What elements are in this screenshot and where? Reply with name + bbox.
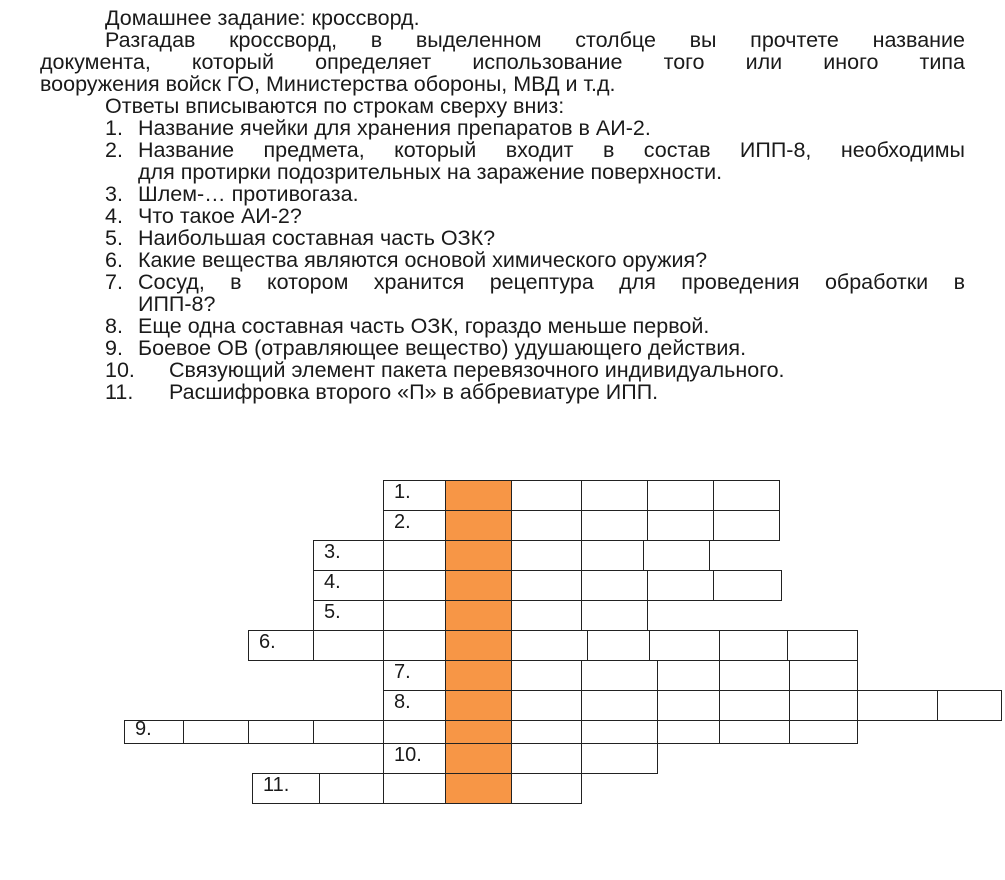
crossword-cell[interactable] bbox=[581, 660, 658, 691]
crossword-cell[interactable] bbox=[511, 743, 582, 774]
clue-number: 9. bbox=[135, 718, 152, 740]
clue-number: 10. bbox=[394, 744, 422, 766]
crossword-cell[interactable] bbox=[383, 540, 446, 571]
crossword-cell[interactable] bbox=[313, 600, 384, 631]
crossword-cell[interactable] bbox=[581, 570, 648, 601]
crossword-cell[interactable] bbox=[581, 480, 648, 511]
crossword-cell[interactable] bbox=[319, 773, 384, 804]
question-number: 1. bbox=[105, 116, 123, 140]
question-number: 9. bbox=[105, 336, 123, 360]
clue-number: 3. bbox=[324, 541, 341, 563]
question-number: 7. bbox=[105, 270, 123, 294]
crossword-cell[interactable] bbox=[643, 540, 710, 571]
clue-number: 8. bbox=[394, 691, 411, 713]
crossword-cell[interactable] bbox=[383, 720, 446, 744]
highlighted-cell[interactable] bbox=[445, 690, 512, 721]
question-text: Боевое ОВ (отравляющее вещество) удушающего действия. bbox=[138, 336, 747, 360]
instruction-text: Ответы вписываются по строкам сверху вниз: bbox=[105, 94, 565, 118]
crossword-cell[interactable] bbox=[789, 660, 858, 691]
highlighted-cell[interactable] bbox=[445, 630, 512, 661]
question-number: 5. bbox=[105, 226, 123, 250]
crossword-cell[interactable] bbox=[248, 720, 314, 744]
intro-line-3: вооружения войск ГО, Министерства обороны, МВД и т.д. bbox=[40, 72, 616, 96]
highlighted-cell[interactable] bbox=[445, 660, 512, 691]
highlighted-cell[interactable] bbox=[445, 773, 512, 804]
document-title: Домашнее задание: кроссворд. bbox=[105, 6, 420, 30]
crossword-cell[interactable] bbox=[657, 720, 720, 744]
crossword-cell[interactable] bbox=[713, 510, 780, 541]
crossword-cell[interactable] bbox=[713, 570, 782, 601]
intro-line-2: документа, который определяет использование того или иного типа bbox=[40, 50, 965, 74]
crossword-cell[interactable] bbox=[511, 630, 588, 661]
highlighted-cell[interactable] bbox=[445, 510, 512, 541]
crossword-cell[interactable] bbox=[581, 540, 644, 571]
crossword-cell[interactable] bbox=[383, 660, 446, 691]
crossword-cell[interactable] bbox=[647, 570, 714, 601]
crossword-cell[interactable] bbox=[719, 630, 788, 661]
crossword-cell[interactable] bbox=[719, 660, 790, 691]
clue-number: 4. bbox=[324, 571, 341, 593]
question-number: 6. bbox=[105, 248, 123, 272]
crossword-cell[interactable] bbox=[789, 720, 858, 744]
crossword-cell[interactable] bbox=[511, 570, 582, 601]
question-text: Название ячейки для хранения препаратов в АИ-2. bbox=[138, 116, 651, 140]
question-text: Шлем-… противогаза. bbox=[138, 182, 359, 206]
question-text: Какие вещества являются основой химического оружия? bbox=[138, 248, 708, 272]
question-text: Что такое АИ-2? bbox=[138, 204, 302, 228]
highlighted-cell[interactable] bbox=[445, 600, 512, 631]
crossword-cell[interactable] bbox=[581, 690, 658, 721]
question-number: 4. bbox=[105, 204, 123, 228]
crossword-cell[interactable] bbox=[647, 480, 714, 511]
question-text: Сосуд, в котором хранится рецептура для проведения обработки в bbox=[138, 270, 965, 294]
question-text: Наибольшая составная часть ОЗК? bbox=[138, 226, 496, 250]
crossword-cell[interactable] bbox=[383, 773, 446, 804]
crossword-cell[interactable] bbox=[183, 720, 249, 744]
crossword-cell[interactable] bbox=[587, 630, 650, 661]
intro-line-1: Разгадав кроссворд, в выделенном столбце вы прочтете название bbox=[105, 28, 965, 52]
crossword-cell[interactable] bbox=[313, 630, 384, 661]
question-number: 3. bbox=[105, 182, 123, 206]
crossword-cell[interactable] bbox=[252, 773, 320, 804]
question-7-cont: ИПП-8? bbox=[138, 292, 216, 316]
question-text: Расшифровка второго «П» в аббревиатуре ИПП. bbox=[169, 380, 659, 404]
clue-number: 1. bbox=[394, 481, 411, 503]
crossword-cell[interactable] bbox=[383, 690, 446, 721]
crossword-cell[interactable] bbox=[787, 630, 858, 661]
question-number: 8. bbox=[105, 314, 123, 338]
question-2-cont: для протирки подозрительных на заражение поверхности. bbox=[138, 160, 723, 184]
crossword-cell[interactable] bbox=[511, 660, 582, 691]
crossword-cell[interactable] bbox=[657, 690, 720, 721]
highlighted-cell[interactable] bbox=[445, 540, 512, 571]
question-number: 11. bbox=[105, 380, 134, 404]
crossword-cell[interactable] bbox=[313, 720, 384, 744]
question-number: 2. bbox=[105, 138, 123, 162]
crossword-cell[interactable] bbox=[511, 600, 582, 631]
highlighted-cell[interactable] bbox=[445, 743, 512, 774]
crossword-cell[interactable] bbox=[383, 480, 446, 511]
crossword-cell[interactable] bbox=[511, 720, 582, 744]
crossword-cell[interactable] bbox=[581, 720, 658, 744]
crossword-cell[interactable] bbox=[647, 510, 714, 541]
clue-number: 2. bbox=[394, 511, 411, 533]
question-text: Связующий элемент пакета перевязочного индивидуального. bbox=[169, 358, 785, 382]
question-text: Еще одна составная часть ОЗК, гораздо меньше первой. bbox=[138, 314, 710, 338]
highlighted-cell[interactable] bbox=[445, 720, 512, 744]
crossword-cell[interactable] bbox=[511, 773, 582, 804]
crossword-cell[interactable] bbox=[937, 690, 1002, 721]
crossword-cell[interactable] bbox=[511, 540, 582, 571]
crossword-cell[interactable] bbox=[719, 690, 790, 721]
crossword-cell[interactable] bbox=[581, 743, 658, 774]
crossword-cell[interactable] bbox=[248, 630, 314, 661]
highlighted-cell[interactable] bbox=[445, 570, 512, 601]
clue-number: 7. bbox=[394, 661, 411, 683]
crossword-cell[interactable] bbox=[313, 540, 384, 571]
question-text: Название предмета, который входит в состав ИПП-8, необходимы bbox=[138, 138, 965, 162]
crossword-cell[interactable] bbox=[649, 630, 720, 661]
crossword-cell[interactable] bbox=[581, 510, 648, 541]
crossword-cell[interactable] bbox=[511, 690, 582, 721]
question-number: 10. bbox=[105, 358, 135, 382]
crossword-cell[interactable] bbox=[511, 480, 582, 511]
crossword-cell[interactable] bbox=[383, 600, 446, 631]
crossword-cell[interactable] bbox=[383, 630, 446, 661]
highlighted-cell[interactable] bbox=[445, 480, 512, 511]
crossword-cell[interactable] bbox=[383, 510, 446, 541]
crossword-cell[interactable] bbox=[124, 720, 184, 744]
crossword-cell[interactable] bbox=[383, 743, 446, 774]
crossword-cell[interactable] bbox=[313, 570, 384, 601]
crossword-cell[interactable] bbox=[511, 510, 582, 541]
clue-number: 11. bbox=[263, 774, 290, 796]
crossword-cell[interactable] bbox=[657, 660, 720, 691]
crossword-cell[interactable] bbox=[581, 600, 648, 631]
clue-number: 5. bbox=[324, 601, 341, 623]
crossword-cell[interactable] bbox=[857, 690, 938, 721]
crossword-cell[interactable] bbox=[713, 480, 780, 511]
clue-number: 6. bbox=[259, 631, 276, 653]
crossword-cell[interactable] bbox=[789, 690, 858, 721]
crossword-cell[interactable] bbox=[719, 720, 790, 744]
crossword-cell[interactable] bbox=[383, 570, 446, 601]
